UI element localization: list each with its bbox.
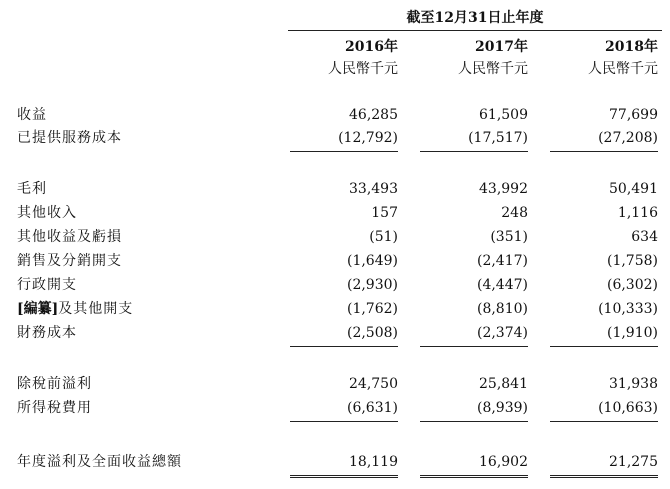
table-row: [0, 178, 670, 200]
row-label: 財務成本: [17, 325, 77, 341]
cell-2016: 24,750: [349, 376, 398, 392]
cell-2016: (51): [369, 229, 398, 245]
row-label: 毛利: [17, 181, 47, 197]
subtotal-rule: [420, 346, 528, 347]
table-row: [0, 250, 670, 272]
subtotal-rule: [290, 151, 398, 152]
cell-2017: 25,841: [479, 376, 528, 392]
total-double-rule: [550, 475, 658, 478]
row-label: 其他收益及虧損: [17, 229, 122, 245]
cell-2016: (2,930): [346, 277, 398, 293]
cell-2018: (6,302): [606, 277, 658, 293]
column-header-2018: 2018年: [605, 39, 658, 55]
column-header-2016: 2016年: [345, 39, 398, 55]
row-label: 收益: [17, 107, 47, 123]
total-double-rule: [290, 475, 398, 478]
cell-2016: 18,119: [349, 454, 398, 470]
cell-2018: 50,491: [609, 181, 658, 197]
table-row: [0, 274, 670, 296]
cell-2017: (4,447): [476, 277, 528, 293]
cell-2016: 157: [371, 205, 398, 221]
row-label: 其他收入: [17, 205, 77, 221]
table-row: [0, 373, 670, 395]
cell-2018: (10,663): [598, 400, 658, 416]
subtotal-rule: [550, 151, 658, 152]
row-label-text: 及其他開支: [58, 301, 134, 317]
cell-2017: (8,939): [476, 400, 528, 416]
cell-2016: (2,508): [346, 325, 398, 341]
cell-2016: (12,792): [338, 130, 398, 146]
table-row: [0, 226, 670, 248]
row-label: [17, 298, 133, 320]
cell-2016: (1,649): [346, 253, 398, 269]
column-header-2017: 2017年: [475, 39, 528, 55]
subtotal-rule: [420, 151, 528, 152]
cell-2017: 61,509: [479, 107, 528, 123]
table-row: [0, 451, 670, 473]
subtotal-rule: [550, 421, 658, 422]
cell-2017: (17,517): [468, 130, 528, 146]
cell-2018: 31,938: [609, 376, 658, 392]
table-row: [0, 397, 670, 419]
table-row: [0, 104, 670, 126]
cell-2018: (1,910): [606, 325, 658, 341]
row-label: 銷售及分銷開支: [17, 253, 122, 269]
row-label: 行政開支: [17, 277, 77, 293]
subtotal-rule: [290, 421, 398, 422]
cell-2018: 77,699: [609, 107, 658, 123]
period-header: 截至12月31日止年度: [288, 7, 662, 31]
cell-2017: 248: [501, 205, 528, 221]
cell-2016: (6,631): [346, 400, 398, 416]
table-row: [0, 322, 670, 344]
table-row: [0, 202, 670, 224]
table-row: [0, 127, 670, 149]
cell-2017: 43,992: [479, 181, 528, 197]
cell-2018: 634: [631, 229, 658, 245]
subtotal-rule: [290, 346, 398, 347]
column-unit-2018: 人民幣千元: [588, 61, 658, 77]
row-label: 年度溢利及全面收益總額: [17, 454, 182, 470]
subtotal-rule: [550, 346, 658, 347]
cell-2018: (1,758): [606, 253, 658, 269]
row-label: 已提供服務成本: [17, 130, 122, 146]
table-row: [0, 298, 670, 320]
cell-2016: 46,285: [349, 107, 398, 123]
cell-2017: (2,374): [476, 325, 528, 341]
column-unit-2016: 人民幣千元: [328, 61, 398, 77]
subtotal-rule: [420, 421, 528, 422]
cell-2018: 21,275: [609, 454, 658, 470]
cell-2017: (2,417): [476, 253, 528, 269]
column-unit-2017: 人民幣千元: [458, 61, 528, 77]
cell-2017: 16,902: [479, 454, 528, 470]
cell-2018: (27,208): [598, 130, 658, 146]
cell-2017: (351): [490, 229, 528, 245]
redacted-marker: [編纂]: [17, 301, 59, 317]
row-label: 除稅前溢利: [17, 376, 92, 392]
total-double-rule: [420, 475, 528, 478]
cell-2018: (10,333): [598, 301, 658, 317]
cell-2016: 33,493: [349, 181, 398, 197]
cell-2018: 1,116: [617, 205, 658, 221]
cell-2017: (8,810): [476, 301, 528, 317]
row-label: 所得稅費用: [17, 400, 92, 416]
cell-2016: (1,762): [346, 301, 398, 317]
